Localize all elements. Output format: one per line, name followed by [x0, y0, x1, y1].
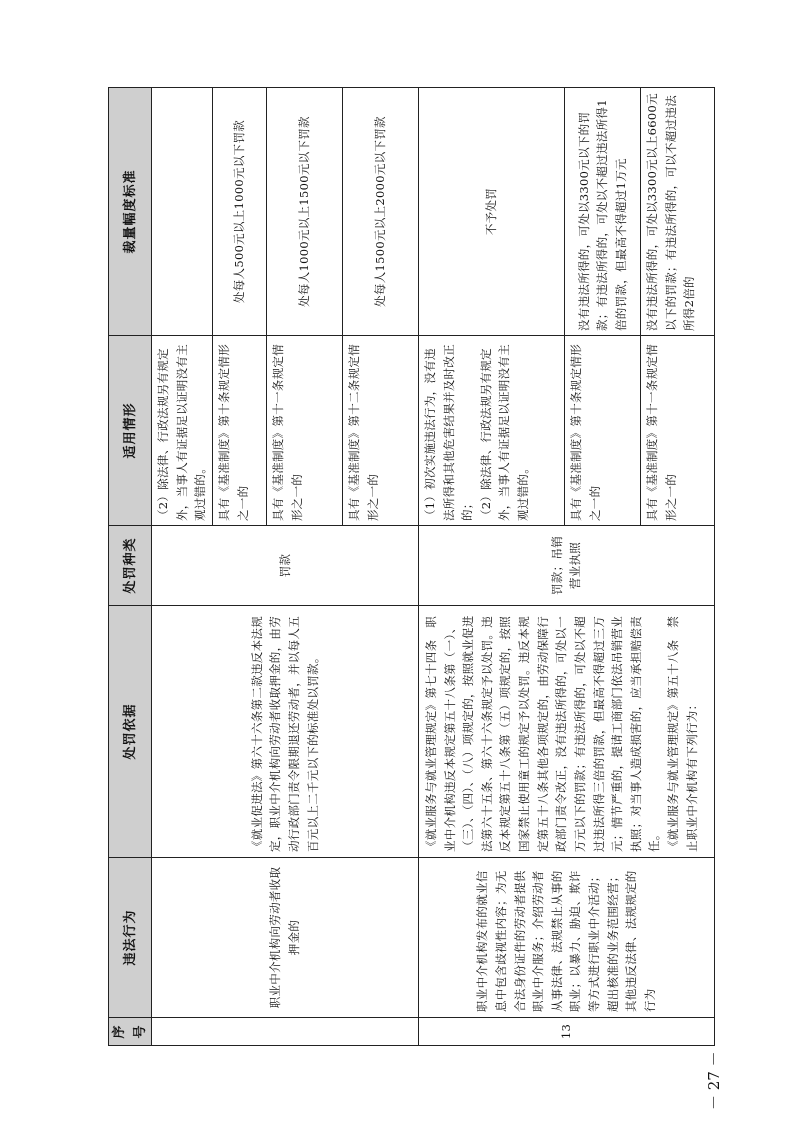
row2-cond-0: （1）初次实施违法行为，没有违法所得和其他危害结果并及时改正的； （2）除法律、行政法规另有规定外，当事人有证据足以证明没有主观过错的。	[418, 336, 564, 526]
page-number-text: － 27 －	[705, 1051, 723, 1110]
row2-type: 罚款；吊销营业执照	[418, 526, 714, 606]
row1-basis: 《就业促进法》第六十六条第二款违反本法规定，职业中介机构向劳动者收取押金的，由劳动行政部门责令限期退还劳动者，并以每人五百元以上二千元以下的标准处以罚款。	[152, 606, 419, 858]
row1-std-3: 处每人1500元以上2000元以下罚款	[342, 88, 418, 336]
row1-type: 罚款	[152, 526, 419, 606]
row1-cond-2: 具有《基准制度》第十一条规定情形之一的	[266, 336, 342, 526]
header-no: 序号	[109, 1018, 152, 1046]
row1-cond-1: 具有《基准制度》第十条规定情形之一的	[212, 336, 266, 526]
row2-basis: 《就业服务与就业管理规定》第七十四条 职业中介机构违反本规定第五十八条第（一）、（三）、（四）、（八）项规定的，按照就业促进法第六十五条、第六十六条规定予以处罚。违反本规定第五十八条第（五）项规定的，按照国家禁止使用童工的规定予以处罚。违反本规定第五十八条其他各项规定的，由劳动保障行政部门责令改正，没有违法所得的，可处以一万元以下的罚款；有违法所得的，可处以不超过违法所得三倍的罚款，但最高不得超过三万元；情节严重的，提请工商部门依法吊销营业执照；对当事人造成损害的，应当承担赔偿责任。 《就业服务与就业管理规定》第五十八条 禁止职业中介机构有下列行为：	[418, 606, 714, 858]
row1-std-2: 处每人1000元以上1500元以下罚款	[266, 88, 342, 336]
row1-no	[152, 1018, 419, 1046]
row1-cond-3: 具有《基准制度》第十二条规定情形之一的	[342, 336, 418, 526]
row2-cond-1: 具有《基准制度》第十条规定情形之一的	[564, 336, 640, 526]
page-number	[703, 1051, 733, 1110]
row2-std-0: 不予处罚	[418, 88, 564, 336]
row1-cond-0: （2）除法律、行政法规另有规定外，当事人有证据足以证明没有主观过错的。	[152, 336, 213, 526]
table-row	[418, 88, 564, 1046]
header-basis: 处罚依据	[109, 606, 152, 858]
row1-std-0	[152, 88, 213, 336]
row2-cond-2: 具有《基准制度》第十一条规定情形之一的	[640, 336, 714, 526]
row2-act: 职业中介机构发布的就业信息中包含歧视性内容；为无合法身份证件的劳动者提供职业中介服务；介绍劳动者从事法律、法规禁止从事的职业；以暴力、胁迫、欺诈等方式进行职业中介活动；超出核准的业务范围经营；其他违反法律、法规规定的行为	[418, 858, 714, 1018]
row1-act: 职业中介机构向劳动者收取押金的	[152, 858, 419, 1018]
penalty-table	[108, 87, 715, 1046]
row2-std-1: 没有违法所得的，可处以3300元以下的罚款；有违法所得的，可处以不超过违法所得1倍的罚款，但最高不得超过1万元	[564, 88, 640, 336]
header-type: 处罚种类	[109, 526, 152, 606]
rotated-table-page	[108, 88, 699, 1046]
table-row	[152, 88, 213, 1046]
header-std: 裁量幅度标准	[109, 88, 152, 336]
header-act: 违法行为	[109, 858, 152, 1018]
header-cond: 适用情形	[109, 336, 152, 526]
row1-std-1: 处每人500元以上1000元以下罚款	[212, 88, 266, 336]
header-row	[109, 88, 152, 1046]
row2-no: 13	[418, 1018, 714, 1046]
row2-std-2: 没有违法所得的，可处以3300元以上6600元以下的罚款；有违法所得的，可以不超过违法所得2倍的	[640, 88, 714, 336]
